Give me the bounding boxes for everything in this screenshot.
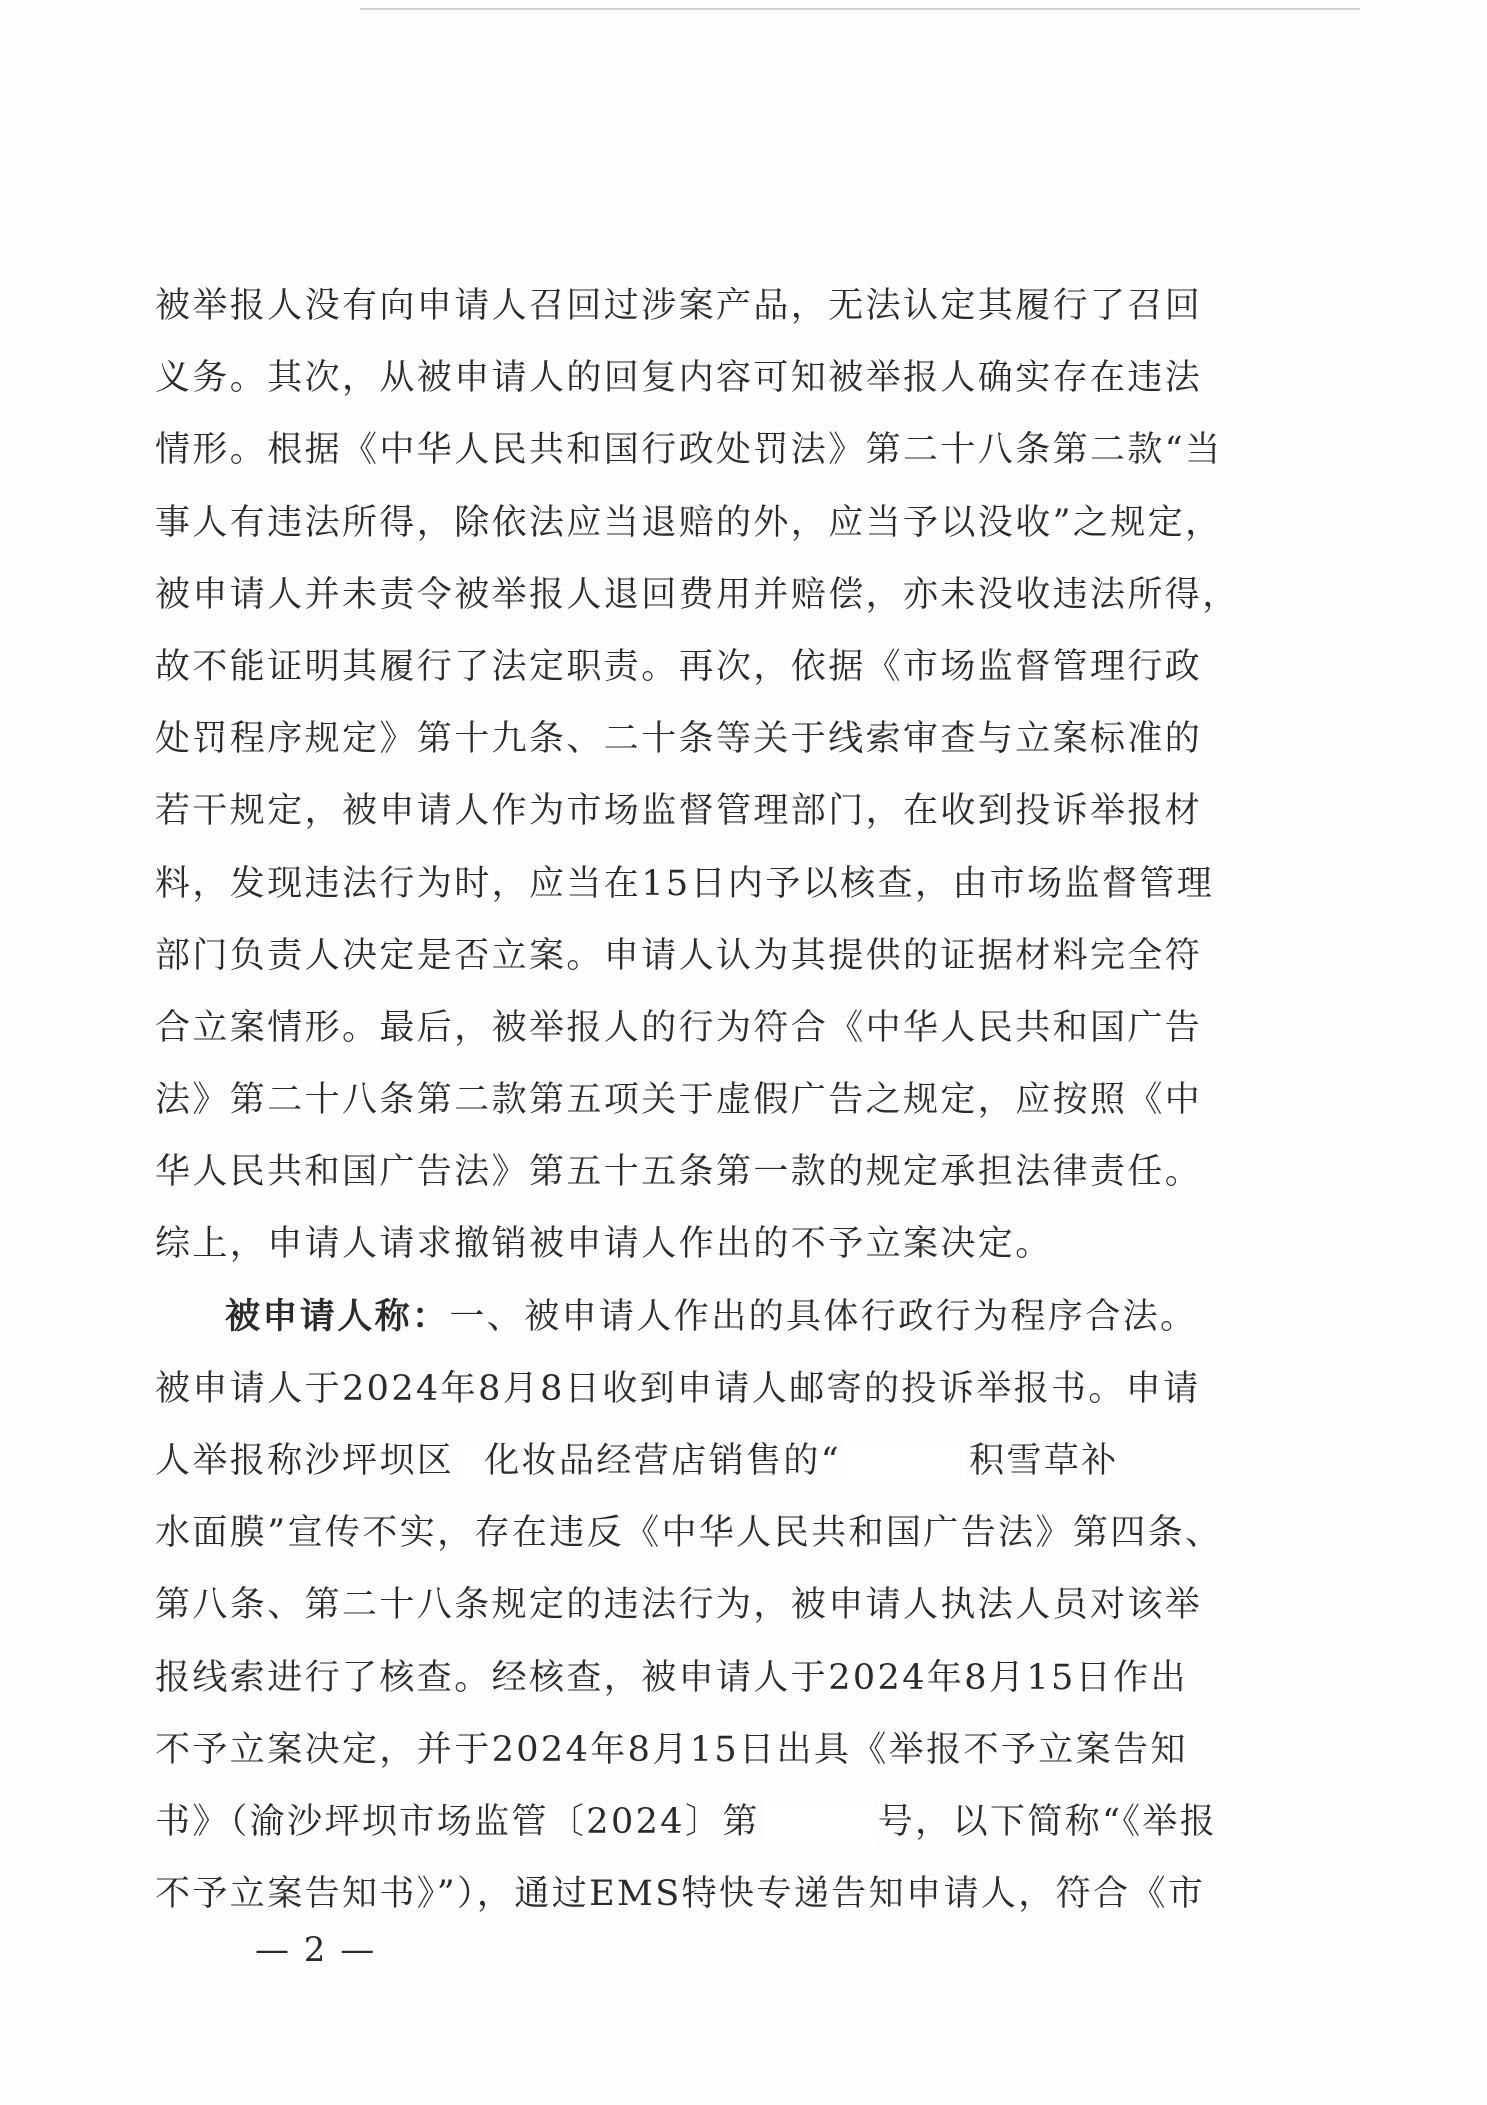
body-line: 华人民共和国广告法》第五十五条第一款的规定承担法律责任。 [155,1152,1203,1193]
body-line: 第八条、第二十八条规定的违法行为，被申请人执法人员对该举 [155,1585,1203,1626]
body-line: 处罚程序规定》第十九条、二十条等关于线索审查与立案标准的 [155,719,1203,760]
redaction-mark [845,1442,965,1484]
body-line: 综上，申请人请求撤销被申请人作出的不予立案决定。 [155,1224,1053,1265]
line-22-part-2: 号，以下简称“《举报 [877,1801,1218,1842]
document-body [155,270,1355,1930]
page-number: — 2 — [255,1930,377,1970]
body-line: 合立案情形。最后，被举报人的行为符合《中华人民共和国广告 [155,1007,1203,1048]
line-17-part-1: 人举报称沙坪坝区 [155,1441,455,1481]
body-line: 事人有违法所得，除依法应当退赔的外，应当予以没收”之规定， [155,502,1223,543]
line-22-part-1: 书》（渝沙坪坝市场监管〔2024〕第 [155,1801,760,1842]
body-line: 被申请人并未责令被举报人退回费用并赔偿，亦未没收违法所得， [155,574,1240,615]
body-line: 若干规定，被申请人作为市场监督管理部门，在收到投诉举报材 [155,791,1203,832]
body-line: 义务。其次，从被申请人的回复内容可知被举报人确实存在违法 [155,358,1203,399]
body-line: 不予立案告知书》”），通过EMS特快专递告知申请人，符合《市 [155,1874,1206,1915]
body-line: 法》第二十八条第二款第五项关于虚假广告之规定，应按照《中 [155,1080,1203,1121]
respondent-first-line: 一、被申请人作出的具体行政行为程序合法。 [449,1296,1198,1337]
body-line: 情形。根据《中华人民共和国行政处罚法》第二十八条第二款“当 [155,430,1223,471]
body-line: 报线索进行了核查。经核查，被申请人于2024年8月15日作出 [155,1657,1188,1698]
scan-edge-line [360,8,1360,10]
line-17-part-3: 积雪草补 [969,1441,1119,1481]
body-line: 被举报人没有向申请人召回过涉案产品，无法认定其履行了召回 [155,286,1203,326]
respondent-paragraph-start [155,1281,1355,1353]
body-line: 水面膜”宣传不实，存在违反《中华人民共和国广告法》第四条、 [155,1513,1223,1554]
body-line-with-redaction [155,1425,1355,1497]
body-line: 料，发现违法行为时，应当在15日内予以核查，由市场监督管理 [155,863,1215,904]
body-line: 故不能证明其履行了法定职责。再次，依据《市场监督管理行政 [155,646,1203,687]
redaction-mark [458,1442,480,1484]
redaction-mark [764,1802,874,1844]
body-line-with-redaction [155,1786,1355,1858]
line-17-part-2: 化妆品经营店销售的“ [484,1441,842,1481]
body-line: 不予立案决定，并于2024年8月15日出具《举报不予立案告知 [155,1729,1188,1770]
body-line: 部门负责人决定是否立案。申请人认为其提供的证据材料完全符 [155,935,1203,976]
body-line: 被申请人于2024年8月8日收到申请人邮寄的投诉举报书。申请 [155,1368,1201,1409]
respondent-heading: 被申请人称： [225,1295,450,1337]
